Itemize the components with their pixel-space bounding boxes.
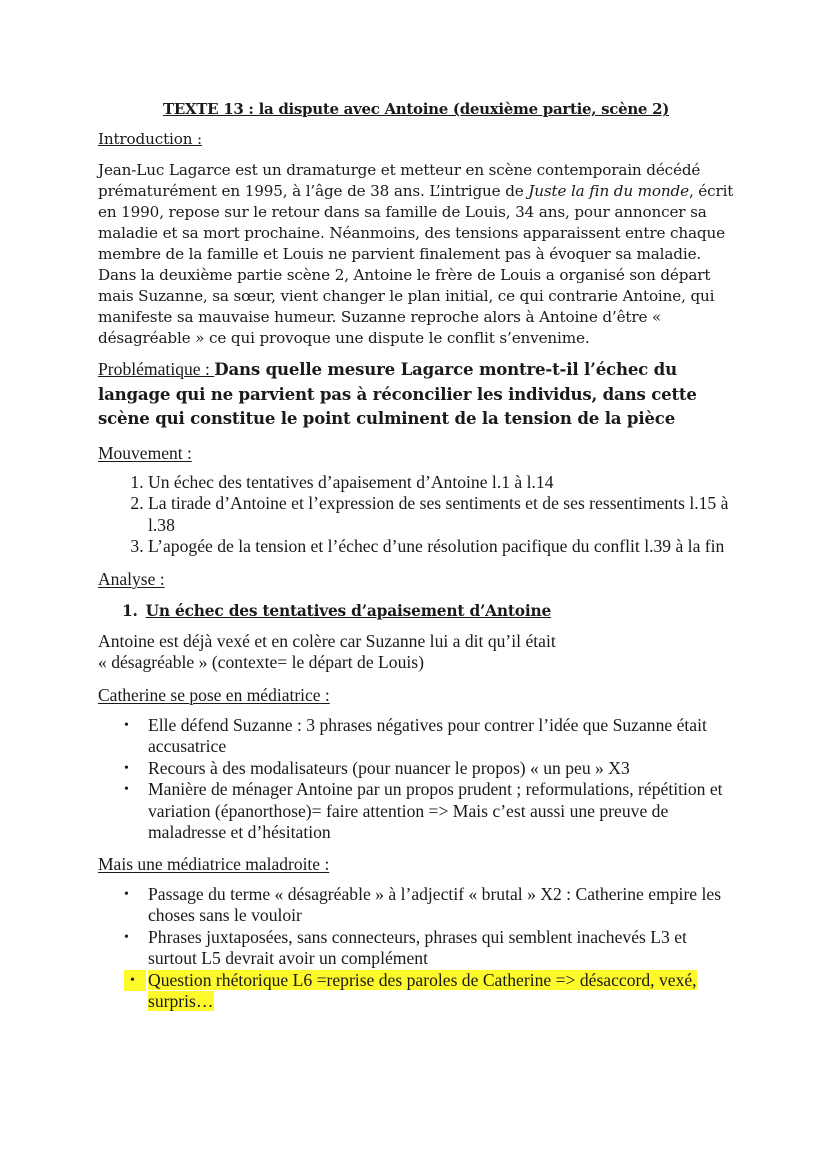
part-title: Un échec des tentatives d’apaisement d’Antoine: [145, 601, 552, 620]
list-item-text: Passage du terme « désagréable » à l’adjectif « brutal » X2 : Catherine empire les choses sans le vouloir: [148, 883, 722, 925]
play-title: Juste la fin du monde: [528, 182, 689, 200]
document-page: [98, 98, 734, 1013]
list-item: [124, 883, 734, 927]
problematique: [98, 358, 734, 432]
list-item: [124, 714, 734, 758]
introduction-paragraph: [98, 160, 734, 349]
introduction-label: Introduction :: [98, 130, 203, 148]
mouvement-item: 1. Un échec des tentatives d’apaisement d’Antoine l.1 à l.14: [148, 472, 734, 494]
list-item-text: Phrases juxtaposées, sans connecteurs, phrases qui semblent inachevés L3 et surtout L5 devrait avoir un complément: [148, 926, 687, 968]
bullet-icon: •: [124, 760, 129, 776]
maladroite-label: Mais une médiatrice maladroite :: [98, 853, 330, 874]
part-number: 1.: [122, 601, 138, 620]
bullet-icon: •: [124, 929, 129, 945]
bullet-icon: •: [124, 886, 129, 902]
problematique-label: Problématique :: [98, 359, 215, 379]
bullet-icon: •: [124, 782, 129, 797]
mouvement-list: [98, 472, 734, 558]
maladroite-list: [98, 884, 734, 1013]
list-item-text: Recours à des modalisateurs (pour nuancer le propos) « un peu » X3: [148, 757, 630, 778]
context-line: « désagréable » (contexte= le départ de Louis): [98, 652, 424, 672]
bullet-icon: •: [124, 970, 146, 992]
document-title: TEXTE 13 : la dispute avec Antoine (deuxième partie, scène 2): [162, 100, 670, 118]
highlighted-list-item: [130, 969, 734, 1013]
list-item: [124, 757, 734, 780]
list-item: [124, 926, 734, 970]
context-paragraph: [98, 631, 734, 674]
bullet-icon: •: [124, 717, 129, 733]
context-line: Antoine est déjà vexé et en colère car Suzanne lui a dit qu’il était: [98, 630, 556, 651]
list-item-text: Manière de ménager Antoine par un propos prudent ; reformulations, répétition et variation (épanorthose)= faire attention => Mais c’est aussi une preuve de maladresse et d’hésitation: [148, 779, 723, 842]
intro-text-part: , écrit en 1990, repose sur le retour dans sa famille de Louis, 34 ans, pour annoncer sa maladie et sa mort prochaine. Néanmoins, des tensions apparaissent entre chaque membre de la famille et Louis ne parvient finalement pas à évoquer sa maladie. Dans la deuxième partie scène 2, Antoine le frère de Louis a organisé son départ mais Suzanne, sa sœur, vient changer le plan initial, ce qui contrarie Antoine, qui manifeste sa mauvaise humeur. Suzanne reproche alors à Antoine d’être « désagréable » ce qui provoque une dispute le conflit s’envenime.: [98, 182, 734, 347]
problematique-question: Dans quelle mesure Lagarce montre-t-il l’échec du langage qui ne parvient pas à réconcilier les individus, dans cette scène qui constitue le point culminent de la tension de la pièce: [98, 359, 697, 428]
mouvement-label: Mouvement :: [98, 442, 192, 463]
list-item: [124, 779, 734, 844]
analyse-label: Analyse :: [98, 568, 165, 589]
part-1-heading: [98, 600, 734, 622]
mouvement-item: 2. La tirade d’Antoine et l’expression de ses sentiments et de ses ressentiments l.15 à l.38: [148, 493, 734, 536]
highlighted-text: Question rhétorique L6 =reprise des paroles de Catherine => désaccord, vexé, surpris…: [148, 969, 697, 1011]
catherine-list: [98, 715, 734, 844]
list-item-text: Elle défend Suzanne : 3 phrases négatives pour contrer l’idée que Suzanne était accusatrice: [148, 714, 707, 756]
mouvement-item: 3. L’apogée de la tension et l’échec d’une résolution pacifique du conflit l.39 à la fin: [148, 536, 734, 558]
catherine-label: Catherine se pose en médiatrice :: [98, 684, 330, 705]
intro-text-part: Jean-Luc Lagarce est un dramaturge et metteur en scène contemporain décédé prématurément en 1995, à l’âge de 38 ans. L’intrigue de: [98, 161, 701, 200]
